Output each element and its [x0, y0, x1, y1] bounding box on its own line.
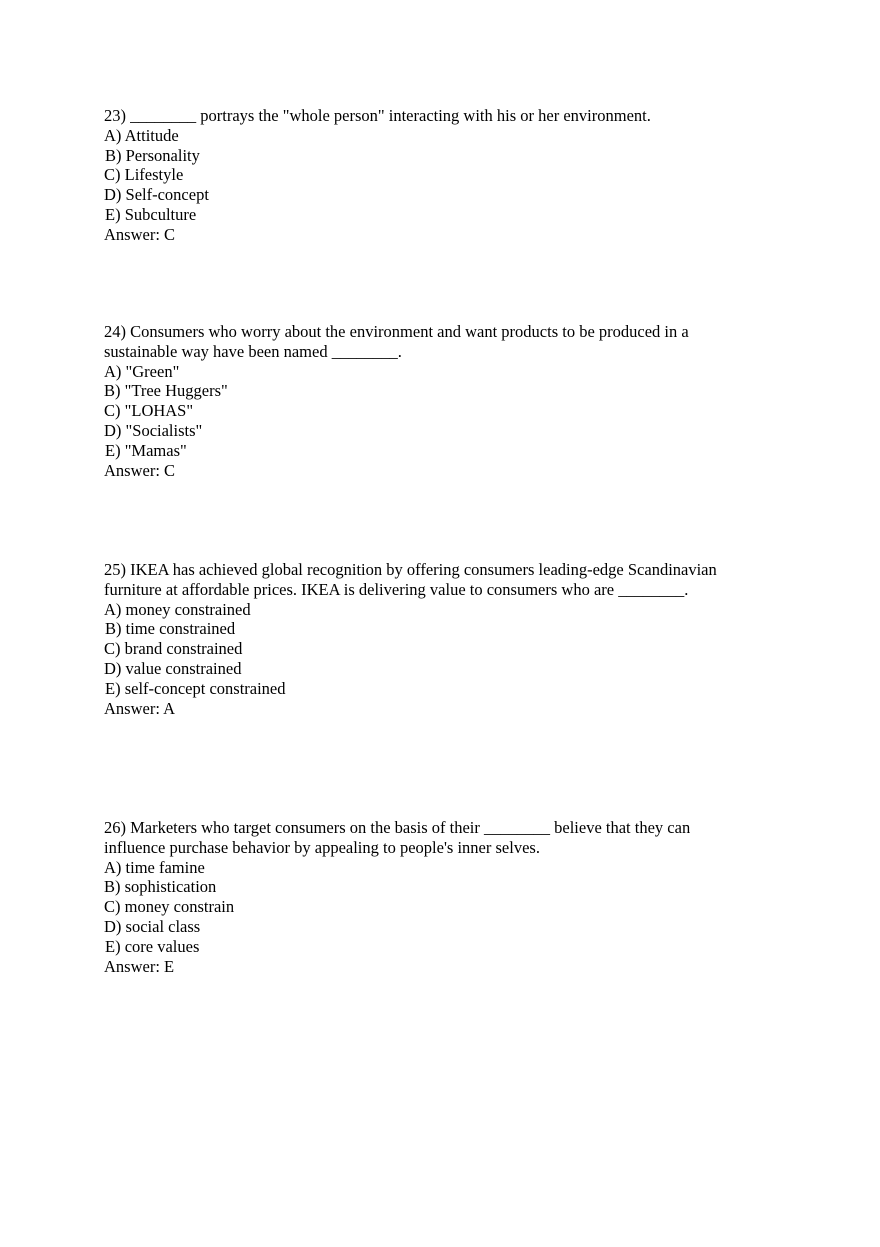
option-a: A) Attitude — [104, 125, 179, 145]
option-b: B) time constrained — [105, 619, 236, 639]
option-a: A) time famine — [104, 857, 205, 877]
question-stem: 23) ________ portrays the "whole person" interacting with his or her environment. — [104, 106, 651, 125]
question-24 — [104, 322, 784, 480]
question-stem: 24) Consumers who worry about the environment and want products to be produced in a — [104, 322, 689, 341]
option-a: A) "Green" — [104, 361, 180, 381]
option-e: E) "Mamas" — [105, 440, 187, 460]
option-c: C) Lifestyle — [104, 165, 184, 185]
question-23 — [104, 106, 784, 245]
question-stem-continued: influence purchase behavior by appealing to people's inner selves. — [104, 837, 540, 857]
option-c: C) "LOHAS" — [104, 401, 194, 421]
option-c: C) brand constrained — [104, 639, 243, 659]
question-stem: 26) Marketers who target consumers on the basis of their ________ believe that they can — [104, 818, 691, 837]
option-c: C) money constrain — [104, 897, 235, 917]
question-26 — [104, 818, 784, 976]
answer: Answer: C — [104, 224, 176, 244]
option-e: E) core values — [105, 936, 200, 956]
option-b: B) sophistication — [104, 877, 217, 897]
answer: Answer: C — [104, 460, 176, 480]
question-stem-continued: furniture at affordable prices. IKEA is delivering value to consumers who are ________. — [104, 579, 689, 599]
option-b: B) Personality — [105, 145, 200, 165]
option-d: D) value constrained — [104, 658, 242, 678]
option-a: A) money constrained — [104, 599, 251, 619]
answer: Answer: E — [104, 956, 175, 976]
option-b: B) "Tree Huggers" — [104, 381, 228, 401]
option-d: D) Self-concept — [104, 185, 209, 205]
option-d: D) social class — [104, 916, 201, 936]
option-e: E) Subculture — [105, 204, 197, 224]
answer: Answer: A — [104, 698, 176, 718]
option-e: E) self-concept constrained — [105, 678, 286, 698]
option-d: D) "Socialists" — [104, 420, 203, 440]
question-25 — [104, 560, 784, 718]
question-stem-continued: sustainable way have been named ________. — [104, 341, 402, 361]
question-stem: 25) IKEA has achieved global recognition by offering consumers leading-edge Scandinavian — [104, 560, 717, 579]
